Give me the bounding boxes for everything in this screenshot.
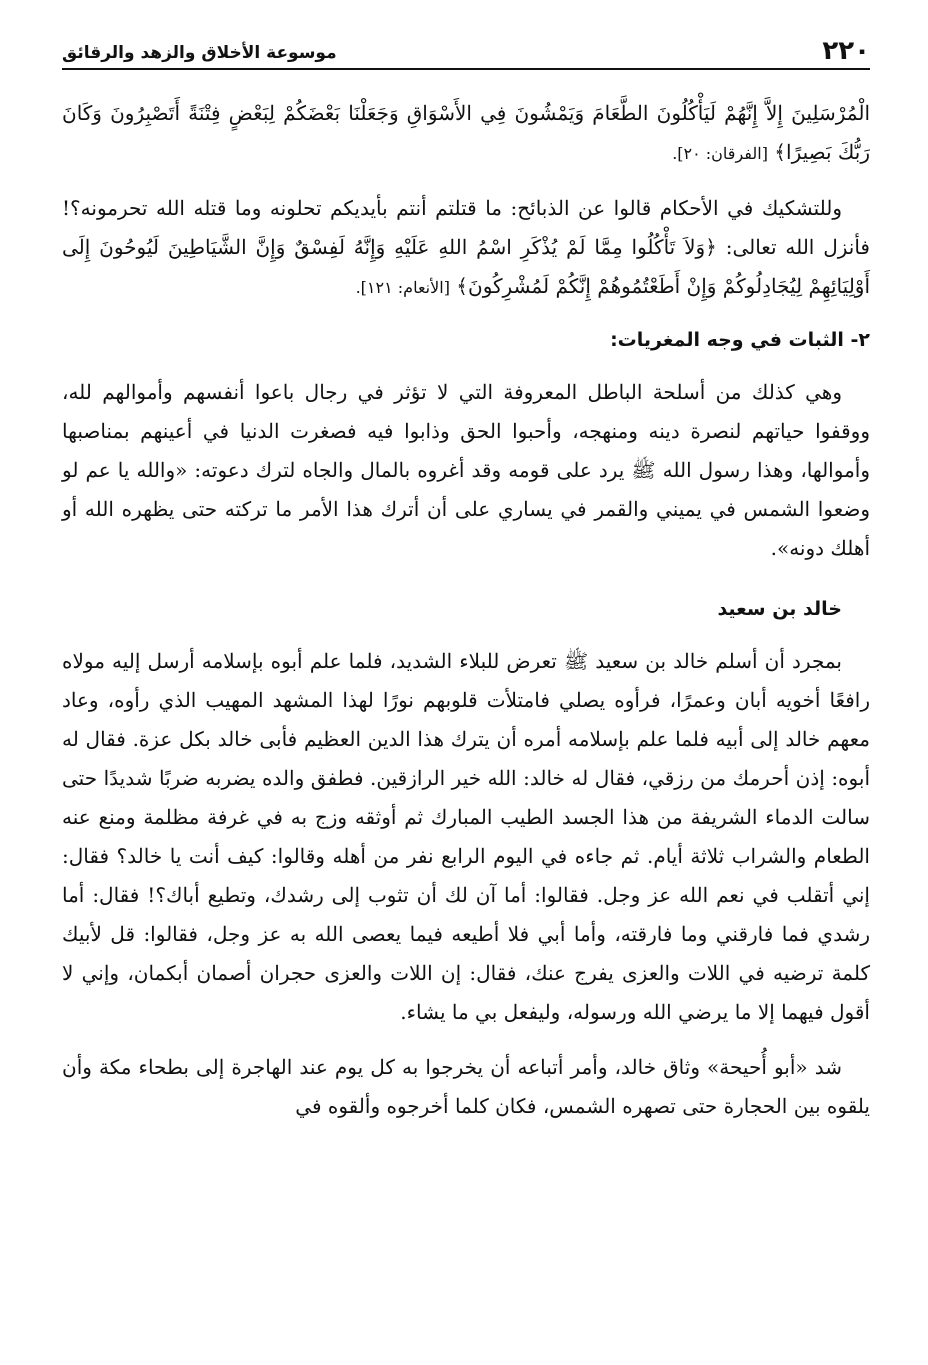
paragraph-doubt [62,189,870,307]
quran-verse-text: الْمُرْسَلِينَ إِلاَّ إِنَّهُمْ لَيَأْكُلُونَ الطَّعَامَ وَيَمْشُونَ فِي الأَسْوَاقِ وَجَعَلْنَا بَعْضَكُمْ لِبَعْضٍ فِتْنَةً أَتَصْبِرُونَ وَكَانَ رَبُّكَ بَصِيرًا﴾ [62,101,871,164]
paragraph-khalid: بمجرد أن أسلم خالد بن سعيد ﷺ تعرض للبلاء الشديد، فلما علم أبوه بإسلامه أرسل إليه مولاه رافعًا أخويه أبان وعمرًا، فرأوه يصلي فامتلأت قلوبهم نورًا لهذا المشهد المهيب الذي رأوه، وعاد معهم خالد إلى أبيه فلما علم بإسلامه أمره أن يترك هذا الدين العظيم فأبى خالد بكل عزة. فقال له أبوه: إذن أحرمك من رزقي، فقال له خالد: الله خير الرازقين. فطفق والده يضربه ضربًا شديدًا حتى سالت الدماء الشريفة من هذا الجسد الطيب المبارك ثم أوثقه وزج به في غرفة مظلمة ومنع عنه الطعام والشراب ثلاثة أيام. ثم جاءه في اليوم الرابع نفر من أهله وقالوا: كيف أنت يا خالد؟ فقال: إني أتقلب في نعم الله عز وجل. فقالوا: أما آن لك أن تثوب إلى رشدك، وتطيع أباك؟! فقال: أما رشدي فما فارقني وما فارقته، وأما أبي فلا أطيعه فيما يعصى الله به عز وجل، فقالوا: قل لأبيك كلمة ترضيه في اللات والعزى يفرج عنك، فقال: إن اللات والعزى حجران أصمان أبكمان، وإني لا أقول فيهما إلا ما يرضي الله ورسوله، وليفعل بي ما يشاء. [62,649,870,1024]
quran-verse-anaam: ﴿وَلاَ تَأْكُلُوا مِمَّا لَمْ يُذْكَرِ اسْمُ اللهِ عَلَيْهِ وَإِنَّهُ لَفِسْقٌ وَإِنَّ الشَّيَاطِينَ لَيُوحُونَ إِلَى أَوْلِيَائِهِمْ لِيُجَادِلُوكُمْ وَإِنْ أَطَعْتُمُوهُمْ إِنَّكُمْ لَمُشْرِكُونَ﴾ [62,235,870,298]
page-number: ٢٢٠ [822,36,870,66]
subheading-khalid: خالد بن سعيد [717,598,842,620]
paragraph-doubt-text: وللتشكيك في الأحكام قالوا عن الذبائح: ما قتلتم أنتم بأيديكم تحلونه وما قتله الله تحرمونه؟! فأنزل الله تعالى: [62,196,870,259]
paragraph-steadfast: وهي كذلك من أسلحة الباطل المعروفة التي لا تؤثر في رجال باعوا أنفسهم وأموالهم لله، ووقفوا حياتهم لنصرة دينه ومنهجه، وأحبوا الحق وذابوا فيه فصغرت الدنيا في أعينهم بمناصبها وأموالها، وهذا رسول الله ﷺ يرد على قومه وقد أغروه بالمال والجاه لترك دعوته: «والله يا عم لو وضعوا الشمس في يميني والقمر في يساري على أن أترك هذا الأمر ما تركته حتى يظهره الله أو أهلك دونه». [62,380,870,560]
verse-continuation [62,94,870,173]
running-header [62,30,870,70]
verse-reference: [الفرقان: ٢٠]. [672,144,768,163]
book-title: موسوعة الأخلاق والزهد والرقائق [62,43,337,63]
section-heading: ٢- الثبات في وجه المغريات: [610,329,870,351]
book-page [62,30,870,1126]
verse-reference-anaam: [الأنعام: ١٢١]. [355,278,450,297]
paragraph-abu-uhayha: شد «أبو أُحيحة» وثاق خالد، وأمر أتباعه أن يخرجوا به كل يوم عند الهاجرة إلى بطحاء مكة وأن يلقوه بين الحجارة حتى تصهره الشمس، فكان كلما أخرجوه وألقوه في [62,1055,870,1118]
